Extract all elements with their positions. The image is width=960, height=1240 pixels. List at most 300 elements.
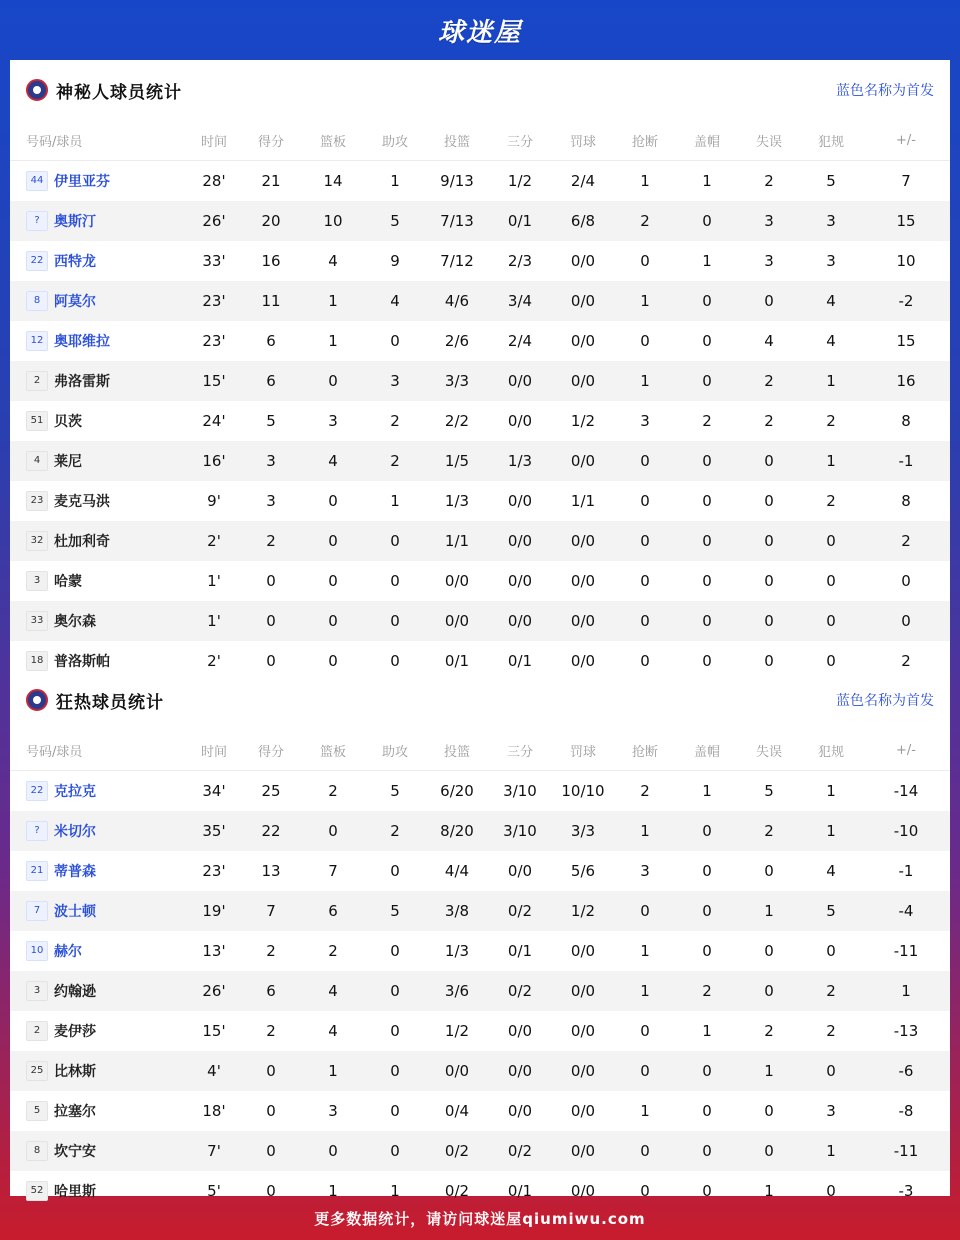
stat-cell: 0 xyxy=(738,971,800,1011)
stat-cell: 4 xyxy=(302,441,364,481)
stat-cell: 0 xyxy=(702,942,712,960)
stat-cell: 8 xyxy=(901,412,911,430)
column-header[interactable]: 得分 xyxy=(240,730,302,771)
column-header[interactable]: 篮板 xyxy=(302,730,364,771)
stat-cell: 24' xyxy=(202,412,226,430)
stat-cell: 0 xyxy=(614,1051,676,1091)
stat-cell: 0/2 xyxy=(426,1131,488,1171)
stat-cell: 0 xyxy=(702,1182,712,1200)
player-row[interactable] xyxy=(10,1131,950,1171)
player-cell xyxy=(10,891,188,931)
stat-cell: -1 xyxy=(862,441,950,481)
stat-cell: 0/0 xyxy=(552,601,614,641)
stat-cell: 15' xyxy=(202,1022,226,1040)
stat-cell: 2 xyxy=(702,412,712,430)
player-name[interactable]: 杜加利奇 xyxy=(54,534,110,550)
stat-cell: 0 xyxy=(676,441,738,481)
stat-cell: 2 xyxy=(764,412,774,430)
column-header[interactable]: 时间 xyxy=(188,730,240,771)
stat-cell: 1 xyxy=(328,1182,338,1200)
stat-cell: 0 xyxy=(390,652,400,670)
player-row[interactable] xyxy=(10,1011,950,1051)
player-name[interactable]: 克拉克 xyxy=(54,784,96,800)
jersey-number: 10 xyxy=(26,941,48,961)
stat-cell: 2 xyxy=(640,782,650,800)
player-row[interactable] xyxy=(10,521,950,561)
stat-cell: 1 xyxy=(390,492,400,510)
stat-cell: 1/2 xyxy=(570,412,596,430)
column-header[interactable]: 三分 xyxy=(488,730,552,771)
header-row xyxy=(10,730,950,771)
player-name[interactable]: 拉塞尔 xyxy=(54,1104,96,1120)
player-row[interactable] xyxy=(10,441,950,481)
stat-cell: 0/2 xyxy=(488,891,552,931)
stat-cell: 0 xyxy=(240,1131,302,1171)
stat-cell: 0/0 xyxy=(488,521,552,561)
player-row[interactable] xyxy=(10,481,950,521)
stat-cell: 0 xyxy=(800,521,862,561)
column-header[interactable]: 号码/球员 xyxy=(10,120,188,161)
stat-cell: -14 xyxy=(893,782,919,800)
stat-cell: -3 xyxy=(898,1182,914,1200)
column-header[interactable]: 失误 xyxy=(738,730,800,771)
player-cell xyxy=(10,811,188,851)
stat-cell: 2/4 xyxy=(570,172,596,190)
stat-cell: 0/0 xyxy=(570,1102,596,1120)
player-name[interactable]: 弗洛雷斯 xyxy=(54,374,110,390)
starter-legend: 蓝色名称为首发 xyxy=(836,693,934,709)
column-header[interactable]: 犯规 xyxy=(800,730,862,771)
stat-cell: 35' xyxy=(188,811,240,851)
stat-cell: -4 xyxy=(862,891,950,931)
player-name[interactable]: 莱尼 xyxy=(54,454,82,470)
player-name[interactable]: 奥耶维拉 xyxy=(54,334,110,350)
stat-cell: 0/0 xyxy=(570,252,596,270)
stat-cell: 0 xyxy=(640,332,650,350)
stat-cell: -6 xyxy=(862,1051,950,1091)
stat-cell: 5 xyxy=(764,782,774,800)
stat-cell: 7 xyxy=(901,172,911,190)
stat-cell: 2 xyxy=(614,201,676,241)
stat-cell: 2 xyxy=(240,521,302,561)
stat-cell: 2/6 xyxy=(444,332,470,350)
stat-cell: 0/0 xyxy=(570,1182,596,1200)
column-header[interactable]: 投篮 xyxy=(426,730,488,771)
player-cell xyxy=(10,361,188,401)
player-name[interactable]: 约翰逊 xyxy=(54,984,96,1000)
player-row[interactable] xyxy=(10,241,950,281)
player-row[interactable] xyxy=(10,931,950,971)
column-header[interactable]: 犯规 xyxy=(800,120,862,161)
stat-cell: 3 xyxy=(266,492,276,510)
stat-cell: 0/0 xyxy=(570,1022,596,1040)
stat-cell: 2 xyxy=(328,782,338,800)
stat-cell: 0 xyxy=(764,572,774,590)
jersey-number: 25 xyxy=(26,1061,48,1081)
header-row xyxy=(10,120,950,161)
stat-cell: 6 xyxy=(240,971,302,1011)
stat-cell: 5/6 xyxy=(570,862,596,880)
player-cell xyxy=(10,161,188,202)
stat-cell: 5 xyxy=(364,201,426,241)
stat-cell: 1 xyxy=(702,252,712,270)
column-header[interactable]: 助攻 xyxy=(364,730,426,771)
stat-cell: 1 xyxy=(640,1102,650,1120)
player-row[interactable] xyxy=(10,561,950,601)
player-cell xyxy=(10,201,188,241)
stat-cell: 0 xyxy=(364,1131,426,1171)
stat-cell: 0 xyxy=(738,281,800,321)
stat-cell: 9 xyxy=(390,252,400,270)
stat-cell: 0/0 xyxy=(552,361,614,401)
stat-cell: 16 xyxy=(261,252,281,270)
stat-cell: 0 xyxy=(826,652,836,670)
stat-cell: -10 xyxy=(862,811,950,851)
stat-cell: 0 xyxy=(266,1182,276,1200)
player-row[interactable] xyxy=(10,891,950,931)
stat-cell: 0/0 xyxy=(444,572,470,590)
stat-cell: 0 xyxy=(364,971,426,1011)
column-header[interactable]: 三分 xyxy=(488,120,552,161)
brand-logo: 球迷屋 xyxy=(437,17,522,48)
jersey-number: 3 xyxy=(26,571,48,591)
jersey-number: 3 xyxy=(26,981,48,1001)
player-row[interactable] xyxy=(10,771,950,812)
stat-cell: 2/4 xyxy=(507,332,533,350)
stat-cell: 0 xyxy=(764,652,774,670)
player-row[interactable] xyxy=(10,811,950,851)
player-row[interactable] xyxy=(10,161,950,202)
stat-cell: 7 xyxy=(328,862,338,880)
stat-cell: 0 xyxy=(614,891,676,931)
stat-cell: 3 xyxy=(240,441,302,481)
stat-cell: 0/1 xyxy=(488,201,552,241)
stat-cell: 0 xyxy=(390,1022,400,1040)
player-cell xyxy=(10,281,188,321)
stat-cell: 2 xyxy=(738,361,800,401)
stat-cell: 1 xyxy=(702,1022,712,1040)
stat-cell: 0/1 xyxy=(507,1182,533,1200)
stat-cell: 1 xyxy=(800,811,862,851)
stat-cell: 2 xyxy=(826,412,836,430)
stat-cell: 0 xyxy=(640,492,650,510)
player-row[interactable] xyxy=(10,401,950,441)
column-header[interactable]: 盖帽 xyxy=(676,730,738,771)
stat-cell: 0/0 xyxy=(552,521,614,561)
stat-cell: 0 xyxy=(390,942,400,960)
player-cell xyxy=(10,241,188,281)
stat-cell: 3 xyxy=(640,412,650,430)
stat-cell: 0 xyxy=(702,862,712,880)
stat-cell: 0 xyxy=(390,572,400,590)
stat-cell: 2 xyxy=(364,811,426,851)
column-header[interactable]: 助攻 xyxy=(364,120,426,161)
stats-panel xyxy=(10,60,950,1200)
player-name[interactable]: 蒂普森 xyxy=(54,864,96,880)
stat-cell: 1/2 xyxy=(507,172,533,190)
stat-cell: 0/0 xyxy=(507,412,533,430)
stat-cell: 0 xyxy=(266,652,276,670)
team-logo-icon xyxy=(26,79,48,101)
stat-cell: 0 xyxy=(266,572,276,590)
stat-cell: -11 xyxy=(862,1131,950,1171)
player-row[interactable] xyxy=(10,281,950,321)
stat-cell: 0 xyxy=(614,441,676,481)
player-row[interactable] xyxy=(10,361,950,401)
stat-cell: 0 xyxy=(702,492,712,510)
stat-cell: -2 xyxy=(862,281,950,321)
stat-cell: 1/5 xyxy=(426,441,488,481)
player-name[interactable]: 赫尔 xyxy=(54,944,82,960)
stat-cell: 2 xyxy=(266,1022,276,1040)
stat-cell: 0/0 xyxy=(552,441,614,481)
stat-cell: 4 xyxy=(764,332,774,350)
stat-cell: 34' xyxy=(202,782,226,800)
player-name[interactable]: 米切尔 xyxy=(54,824,96,840)
jersey-number: 18 xyxy=(26,651,48,671)
stat-cell: 1 xyxy=(302,1051,364,1091)
stat-cell: 4/4 xyxy=(444,862,470,880)
stat-cell: 2/3 xyxy=(507,252,533,270)
stat-cell: 0/0 xyxy=(570,652,596,670)
stat-cell: 5 xyxy=(800,891,862,931)
player-name[interactable]: 坎宁安 xyxy=(54,1144,96,1160)
stat-cell: 4 xyxy=(800,281,862,321)
player-cell xyxy=(10,1051,188,1091)
stat-cell: 1 xyxy=(800,1131,862,1171)
player-cell xyxy=(10,771,188,812)
stat-cell: 0 xyxy=(800,601,862,641)
column-header[interactable]: 盖帽 xyxy=(676,120,738,161)
stat-cell: 0 xyxy=(240,601,302,641)
section-title-wrap xyxy=(26,688,164,713)
stat-cell: 0/0 xyxy=(552,971,614,1011)
stat-cell: 0 xyxy=(640,252,650,270)
stat-cell: 4 xyxy=(302,971,364,1011)
footer-text[interactable]: 更多数据统计，请访问球迷屋qiumiwu.com xyxy=(314,1209,646,1228)
stat-cell: 0/0 xyxy=(507,572,533,590)
stat-cell: 0 xyxy=(702,1102,712,1120)
stat-cell: 28' xyxy=(202,172,226,190)
stat-cell: 0 xyxy=(390,332,400,350)
stat-cell: 1 xyxy=(390,172,400,190)
stat-cell: 0 xyxy=(826,572,836,590)
footer-bar xyxy=(0,1196,960,1240)
column-header[interactable]: 抢断 xyxy=(614,120,676,161)
stat-cell: 1 xyxy=(640,942,650,960)
stat-cell: 1 xyxy=(826,782,836,800)
player-cell xyxy=(10,851,188,891)
column-header[interactable]: +/- xyxy=(862,730,950,771)
stat-cell: 15' xyxy=(188,361,240,401)
player-name[interactable]: 奥斯汀 xyxy=(54,214,96,230)
player-name[interactable]: 比林斯 xyxy=(54,1064,96,1080)
stat-cell: 2 xyxy=(901,652,911,670)
player-name[interactable]: 哈里斯 xyxy=(54,1184,96,1200)
stat-cell: 6 xyxy=(240,361,302,401)
stat-cell: 0 xyxy=(764,862,774,880)
jersey-number: 8 xyxy=(26,291,48,311)
player-cell xyxy=(10,441,188,481)
stat-cell: 0 xyxy=(614,521,676,561)
stat-cell: 0/0 xyxy=(552,1051,614,1091)
stat-cell: 23' xyxy=(188,281,240,321)
stat-cell: 6/8 xyxy=(552,201,614,241)
stat-cell: 0 xyxy=(676,1051,738,1091)
stat-cell: 7/13 xyxy=(426,201,488,241)
player-name[interactable]: 西特龙 xyxy=(54,254,96,270)
stat-cell: 10 xyxy=(896,252,916,270)
player-cell xyxy=(10,1131,188,1171)
stat-cell: 0/2 xyxy=(444,1182,470,1200)
stat-cell: 1 xyxy=(614,361,676,401)
stat-cell: 0/0 xyxy=(570,332,596,350)
column-header[interactable]: 投篮 xyxy=(426,120,488,161)
stat-cell: 1/3 xyxy=(444,492,470,510)
stat-cell: 19' xyxy=(188,891,240,931)
player-row[interactable] xyxy=(10,1051,950,1091)
stat-cell: 2 xyxy=(266,942,276,960)
stat-cell: 1/1 xyxy=(570,492,596,510)
stat-cell: 15 xyxy=(862,201,950,241)
stat-cell: 1 xyxy=(862,971,950,1011)
stat-cell: -1 xyxy=(898,862,914,880)
stat-cell: 9/13 xyxy=(440,172,474,190)
column-header[interactable]: 罚球 xyxy=(552,730,614,771)
player-name[interactable]: 哈蒙 xyxy=(54,574,82,590)
jersey-number: 7 xyxy=(26,901,48,921)
player-name[interactable]: 麦克马洪 xyxy=(54,494,110,510)
stat-cell: 0/0 xyxy=(488,601,552,641)
stat-cell: 1/1 xyxy=(426,521,488,561)
stat-cell: 7 xyxy=(240,891,302,931)
team-section-1 xyxy=(10,670,950,1211)
player-name[interactable]: 奥尔森 xyxy=(54,614,96,630)
stat-cell: 26' xyxy=(188,201,240,241)
stat-cell: 0 xyxy=(738,601,800,641)
stat-cell: 0/0 xyxy=(488,361,552,401)
player-row[interactable] xyxy=(10,201,950,241)
stat-cell: 1 xyxy=(800,361,862,401)
player-cell xyxy=(10,1091,188,1131)
jersey-number: 8 xyxy=(26,1141,48,1161)
stat-cell: 3 xyxy=(826,1102,836,1120)
stat-cell: 2 xyxy=(364,441,426,481)
stat-cell: 0 xyxy=(702,332,712,350)
player-cell xyxy=(10,1011,188,1051)
stat-cell: 1 xyxy=(702,782,712,800)
stat-cell: 1 xyxy=(764,1182,774,1200)
player-name[interactable]: 波士顿 xyxy=(54,904,96,920)
player-name[interactable]: 阿莫尔 xyxy=(54,294,96,310)
jersey-number: 5 xyxy=(26,1101,48,1121)
stat-cell: 1 xyxy=(738,1051,800,1091)
stat-cell: 0 xyxy=(302,521,364,561)
player-row[interactable] xyxy=(10,601,950,641)
stat-cell: 2 xyxy=(764,172,774,190)
stat-cell: 1 xyxy=(614,811,676,851)
stat-cell: 23' xyxy=(202,862,226,880)
stat-cell: 1' xyxy=(207,572,221,590)
stat-cell: 2 xyxy=(862,521,950,561)
stat-cell: 6 xyxy=(266,332,276,350)
player-row[interactable] xyxy=(10,321,950,361)
player-row[interactable] xyxy=(10,1091,950,1131)
stat-cell: 0/0 xyxy=(570,942,596,960)
jersey-number: 44 xyxy=(26,171,48,191)
stat-cell: 1 xyxy=(390,1182,400,1200)
stat-cell: 0 xyxy=(862,601,950,641)
jersey-number: 22 xyxy=(26,781,48,801)
jersey-number: 51 xyxy=(26,411,48,431)
player-cell xyxy=(10,321,188,361)
stat-cell: 2 xyxy=(826,1022,836,1040)
stat-cell: 0 xyxy=(640,1022,650,1040)
stat-cell: 0 xyxy=(826,942,836,960)
stat-cell: 5 xyxy=(826,172,836,190)
stat-cell: 0 xyxy=(364,1051,426,1091)
player-name[interactable]: 麦伊莎 xyxy=(54,1024,96,1040)
stat-cell: 0 xyxy=(764,1102,774,1120)
stat-cell: 3 xyxy=(738,201,800,241)
column-header[interactable]: 时间 xyxy=(188,120,240,161)
column-header[interactable]: 得分 xyxy=(240,120,302,161)
stat-cell: 4 xyxy=(364,281,426,321)
jersey-number: 22 xyxy=(26,251,48,271)
section-title-wrap xyxy=(26,78,182,103)
stat-cell: 0 xyxy=(901,572,911,590)
stat-cell: 0/1 xyxy=(444,652,470,670)
column-header[interactable]: 篮板 xyxy=(302,120,364,161)
stat-cell: 1/2 xyxy=(552,891,614,931)
column-header[interactable]: 号码/球员 xyxy=(10,730,188,771)
jersey-number: ? xyxy=(26,821,48,841)
player-name[interactable]: 伊里亚芬 xyxy=(54,174,110,190)
stat-cell: 0 xyxy=(676,281,738,321)
stat-cell: 0/0 xyxy=(488,1051,552,1091)
jersey-number: 21 xyxy=(26,861,48,881)
player-cell xyxy=(10,481,188,521)
stat-cell: 15 xyxy=(896,332,916,350)
stat-cell: 4 xyxy=(328,252,338,270)
stat-cell: 8/20 xyxy=(426,811,488,851)
stat-cell: 4 xyxy=(328,1022,338,1040)
player-name[interactable]: 普洛斯帕 xyxy=(54,654,110,670)
stat-cell: 3 xyxy=(826,252,836,270)
stat-cell: 5' xyxy=(207,1182,221,1200)
section-title: 神秘人球员统计 xyxy=(56,82,182,103)
jersey-number: 2 xyxy=(26,1021,48,1041)
player-name[interactable]: 贝茨 xyxy=(54,414,82,430)
stat-cell: 22 xyxy=(240,811,302,851)
stat-cell: 9' xyxy=(207,492,221,510)
column-header[interactable]: +/- xyxy=(862,120,950,161)
stat-cell: 0 xyxy=(702,652,712,670)
stat-cell: 0 xyxy=(764,492,774,510)
player-cell xyxy=(10,521,188,561)
stat-cell: 3/10 xyxy=(488,811,552,851)
column-header[interactable]: 抢断 xyxy=(614,730,676,771)
stat-cell: 4/6 xyxy=(426,281,488,321)
player-row[interactable] xyxy=(10,851,950,891)
stat-cell: 3/10 xyxy=(503,782,537,800)
section-header xyxy=(10,60,950,120)
player-row[interactable] xyxy=(10,971,950,1011)
column-header[interactable]: 失误 xyxy=(738,120,800,161)
column-header[interactable]: 罚球 xyxy=(552,120,614,161)
stat-cell: -13 xyxy=(893,1022,919,1040)
stat-cell: 2 xyxy=(826,492,836,510)
